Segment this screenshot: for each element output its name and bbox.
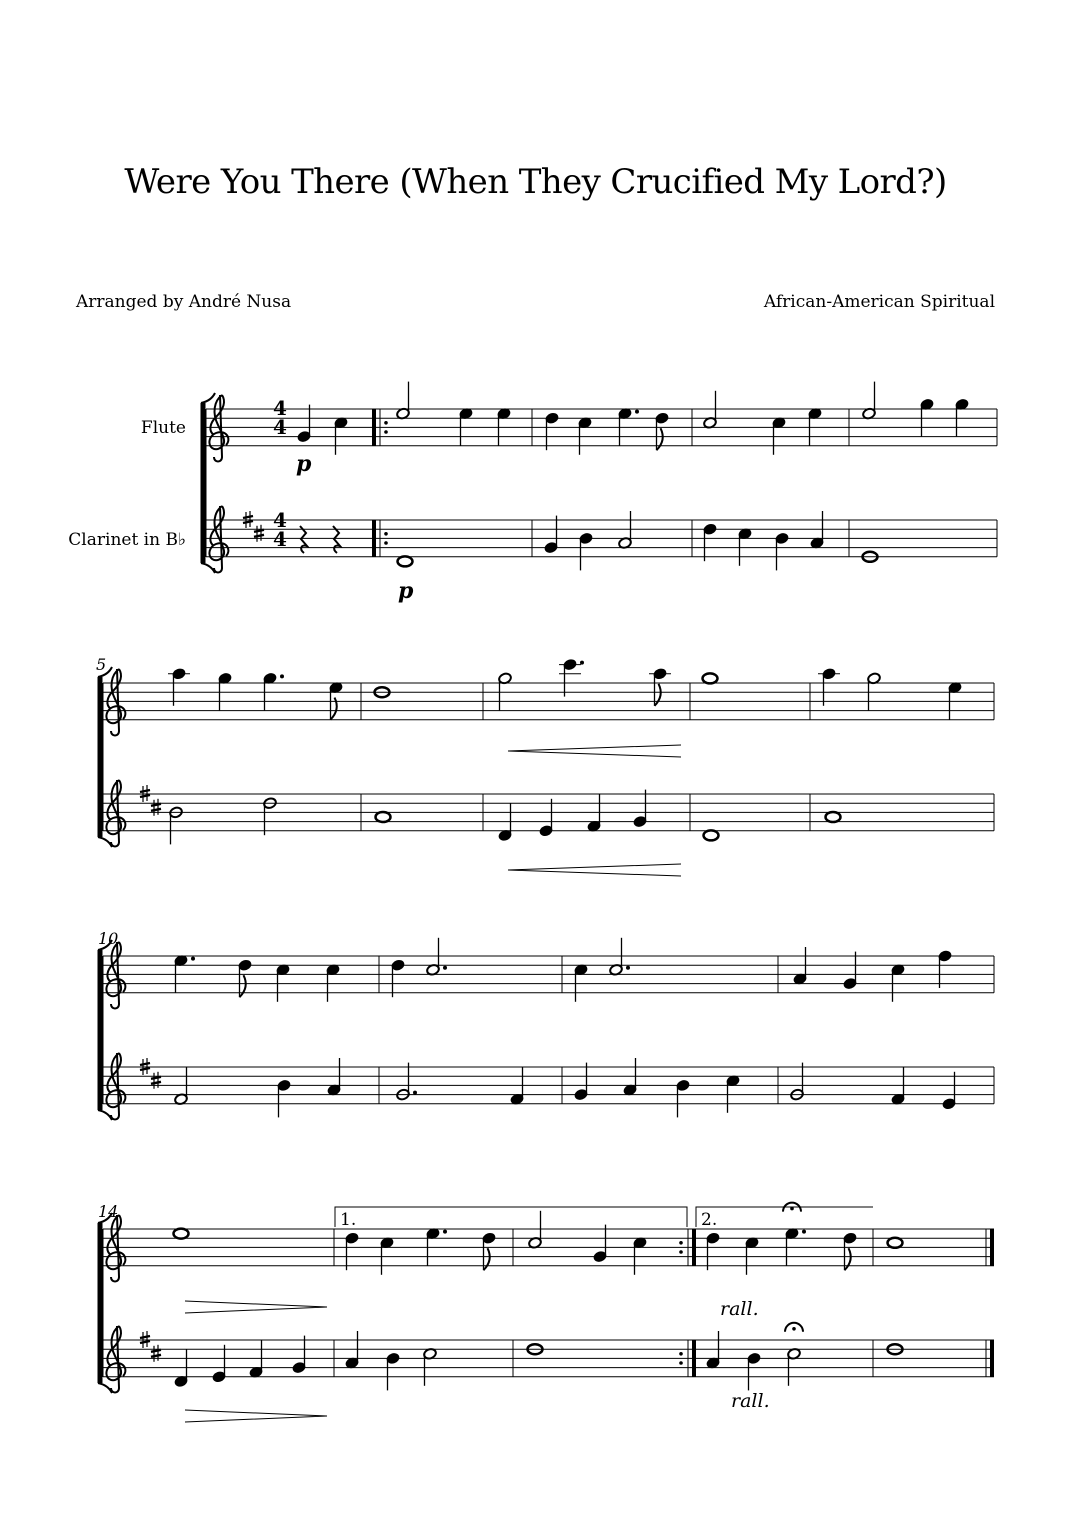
- sharp-bar: [151, 809, 161, 811]
- clef-stroke: [106, 669, 125, 736]
- measure-number: 10: [98, 929, 119, 948]
- bracket-hook: [98, 1110, 112, 1120]
- treble-clef: [106, 780, 125, 847]
- diminuendo-hairpin: [185, 1410, 327, 1422]
- note: [772, 417, 786, 455]
- staff: [103, 683, 994, 720]
- sharp-bar: [151, 1077, 161, 1079]
- note: [174, 1349, 188, 1387]
- bracket-hook: [201, 393, 215, 403]
- note: [609, 938, 630, 976]
- diminuendo-hairpin: [185, 1301, 327, 1313]
- note: [808, 407, 822, 445]
- measure-number: 14: [98, 1202, 119, 1221]
- note-dot: [802, 1230, 806, 1234]
- repeat-dot: [679, 1352, 683, 1356]
- volta-label-2: 2.: [701, 1210, 718, 1230]
- sharp-bar: [140, 1341, 150, 1343]
- note: [745, 1237, 759, 1275]
- clef-stroke: [106, 780, 125, 847]
- treble-clef: [106, 669, 125, 736]
- time-signature-clarinet: [273, 508, 287, 551]
- sharp-sign: [151, 1072, 161, 1089]
- crescendo-hairpin: [508, 745, 681, 757]
- note: [862, 382, 876, 420]
- note: [655, 412, 669, 450]
- note: [706, 1331, 720, 1369]
- note: [263, 797, 277, 835]
- note: [376, 812, 391, 822]
- note: [793, 947, 807, 985]
- time-sig-numerator: 4: [273, 396, 287, 420]
- sharp-sign: [151, 1345, 161, 1362]
- note: [510, 1067, 524, 1105]
- note: [528, 1211, 542, 1249]
- quarter-rest: [333, 526, 340, 553]
- repeat-dot: [679, 1241, 683, 1245]
- note-dot: [280, 674, 284, 678]
- volta-label-1: 1.: [340, 1210, 357, 1230]
- note: [676, 1079, 690, 1117]
- treble-clef: [106, 1053, 125, 1120]
- sharp-bar: [243, 516, 253, 518]
- note: [327, 1058, 341, 1096]
- treble-clef: [209, 395, 228, 462]
- note-dot: [626, 966, 630, 970]
- note: [942, 1072, 956, 1110]
- note: [380, 1237, 394, 1275]
- clef-stroke: [106, 1215, 125, 1282]
- staff: [103, 1229, 994, 1266]
- note: [498, 672, 512, 710]
- measure-number: 5: [96, 655, 107, 674]
- note-dot: [443, 1230, 447, 1234]
- note-head: [704, 830, 719, 840]
- note-dot: [635, 410, 639, 414]
- note: [938, 950, 952, 988]
- note: [818, 668, 840, 706]
- note: [497, 407, 511, 445]
- clef-stroke: [209, 395, 228, 462]
- note: [426, 938, 447, 976]
- note: [948, 681, 962, 719]
- sharp-bar: [151, 1350, 161, 1352]
- note: [396, 1063, 417, 1101]
- sharp-sign: [151, 799, 161, 816]
- note: [482, 1232, 496, 1270]
- note: [391, 959, 405, 997]
- note-dot: [191, 957, 195, 961]
- staff: [103, 794, 994, 831]
- note-head: [888, 1238, 903, 1248]
- note: [810, 511, 824, 549]
- score-title: Were You There (When They Crucified My Lord?): [124, 162, 947, 202]
- sharp-bar: [140, 1068, 150, 1070]
- bracket-hook: [98, 837, 112, 847]
- note: [174, 1067, 188, 1105]
- note: [423, 1348, 437, 1386]
- note: [574, 1063, 588, 1101]
- clef-stroke: [106, 942, 125, 1009]
- rallentando-mark: rall.: [720, 1298, 759, 1320]
- note: [249, 1340, 263, 1378]
- bracket-hook: [98, 1383, 112, 1393]
- sharp-bar: [140, 1336, 150, 1338]
- note-flag: [331, 698, 337, 720]
- fermata-dot: [792, 1327, 796, 1331]
- time-sig-denominator: 4: [273, 415, 287, 439]
- note: [545, 412, 559, 450]
- note: [891, 964, 905, 1002]
- note: [345, 1331, 359, 1369]
- quarter-rest: [300, 526, 307, 553]
- note-head: [826, 812, 841, 822]
- note: [703, 523, 717, 561]
- repeat-dot: [384, 532, 388, 536]
- note-head: [703, 673, 718, 683]
- note: [297, 405, 311, 443]
- repeat-dot: [384, 421, 388, 425]
- sharp-bar: [243, 521, 253, 523]
- note: [888, 1238, 903, 1248]
- note: [398, 556, 413, 566]
- note: [633, 790, 647, 828]
- note: [738, 528, 752, 566]
- sharp-bar: [151, 1355, 161, 1357]
- note-dot: [443, 966, 447, 970]
- repeat-dot: [384, 430, 388, 434]
- sharp-bar: [254, 530, 264, 532]
- treble-clef: [106, 1215, 125, 1282]
- note: [703, 391, 717, 429]
- composer-credit: African-American Spiritual: [763, 292, 995, 312]
- note: [544, 516, 558, 554]
- note: [334, 417, 348, 455]
- note: [212, 1345, 226, 1383]
- note-head: [376, 812, 391, 822]
- staff: [103, 1067, 994, 1104]
- note-flag: [655, 684, 661, 706]
- repeat-dot: [679, 1250, 683, 1254]
- volta-bracket-2: [696, 1207, 873, 1227]
- staff: [206, 520, 997, 557]
- sharp-bar: [151, 1082, 161, 1084]
- note-flag: [484, 1248, 490, 1270]
- note: [498, 803, 512, 841]
- note: [633, 1237, 647, 1275]
- note: [891, 1067, 905, 1105]
- clef-stroke: [106, 1326, 125, 1393]
- note: [329, 681, 343, 719]
- note-head: [174, 1229, 189, 1239]
- dynamic-piano: p: [296, 451, 312, 477]
- note: [843, 952, 857, 990]
- flute-label: Flute: [140, 418, 186, 438]
- note: [426, 1227, 447, 1265]
- note: [174, 1229, 189, 1239]
- note: [168, 668, 190, 706]
- treble-clef: [209, 506, 228, 573]
- note: [326, 964, 340, 1002]
- rallentando-mark: rall.: [731, 1390, 770, 1412]
- note: [276, 964, 290, 1002]
- note-flag: [845, 1248, 851, 1270]
- note: [593, 1225, 607, 1263]
- note: [775, 532, 789, 570]
- note: [574, 964, 588, 1002]
- note: [579, 532, 593, 570]
- note: [703, 673, 718, 683]
- sharp-bar: [151, 804, 161, 806]
- sharp-bar: [140, 790, 150, 792]
- staff: [103, 1340, 994, 1377]
- staff: [103, 956, 994, 993]
- clef-stroke: [209, 506, 228, 573]
- note: [539, 799, 553, 837]
- sharp-sign: [254, 525, 264, 542]
- bracket-hook: [201, 563, 215, 573]
- volta-bracket-1: [335, 1207, 687, 1227]
- note: [618, 407, 639, 445]
- note: [396, 382, 410, 420]
- note: [826, 812, 841, 822]
- staff: [206, 409, 997, 446]
- note: [174, 954, 195, 992]
- note: [292, 1336, 306, 1374]
- note: [955, 398, 969, 436]
- note: [263, 672, 284, 710]
- note: [747, 1352, 761, 1390]
- note: [459, 407, 473, 445]
- note-dot: [580, 661, 584, 665]
- note: [587, 794, 601, 832]
- note-head: [398, 556, 413, 566]
- note: [623, 1058, 637, 1096]
- dynamic-piano: p: [398, 578, 414, 604]
- note: [704, 830, 719, 840]
- note-dot: [413, 1091, 417, 1095]
- note: [559, 658, 584, 696]
- time-sig-numerator: 4: [273, 508, 287, 532]
- note: [843, 1232, 857, 1270]
- repeat-dot: [384, 541, 388, 545]
- note: [169, 806, 183, 844]
- arranger-credit: Arranged by André Nusa: [76, 292, 292, 312]
- note: [386, 1352, 400, 1390]
- note-flag: [240, 975, 246, 997]
- treble-clef: [106, 1326, 125, 1393]
- sharp-bar: [140, 795, 150, 797]
- note: [726, 1075, 740, 1113]
- note: [920, 398, 934, 436]
- note: [649, 668, 671, 706]
- note: [218, 672, 232, 710]
- note: [345, 1232, 359, 1270]
- note: [706, 1232, 720, 1270]
- repeat-dot: [679, 1361, 683, 1365]
- note: [277, 1079, 291, 1117]
- note-flag: [657, 428, 663, 450]
- clarinet-label: Clarinet in B♭: [68, 530, 186, 550]
- note: [867, 672, 881, 710]
- clef-stroke: [106, 1053, 125, 1120]
- sharp-bar: [254, 535, 264, 537]
- treble-clef: [106, 942, 125, 1009]
- crescendo-hairpin: [508, 864, 681, 876]
- note: [618, 511, 632, 549]
- note: [578, 417, 592, 455]
- note: [238, 959, 252, 997]
- time-sig-denominator: 4: [273, 527, 287, 551]
- sharp-bar: [140, 1063, 150, 1065]
- time-signature-flute: [273, 396, 287, 439]
- note: [790, 1063, 804, 1101]
